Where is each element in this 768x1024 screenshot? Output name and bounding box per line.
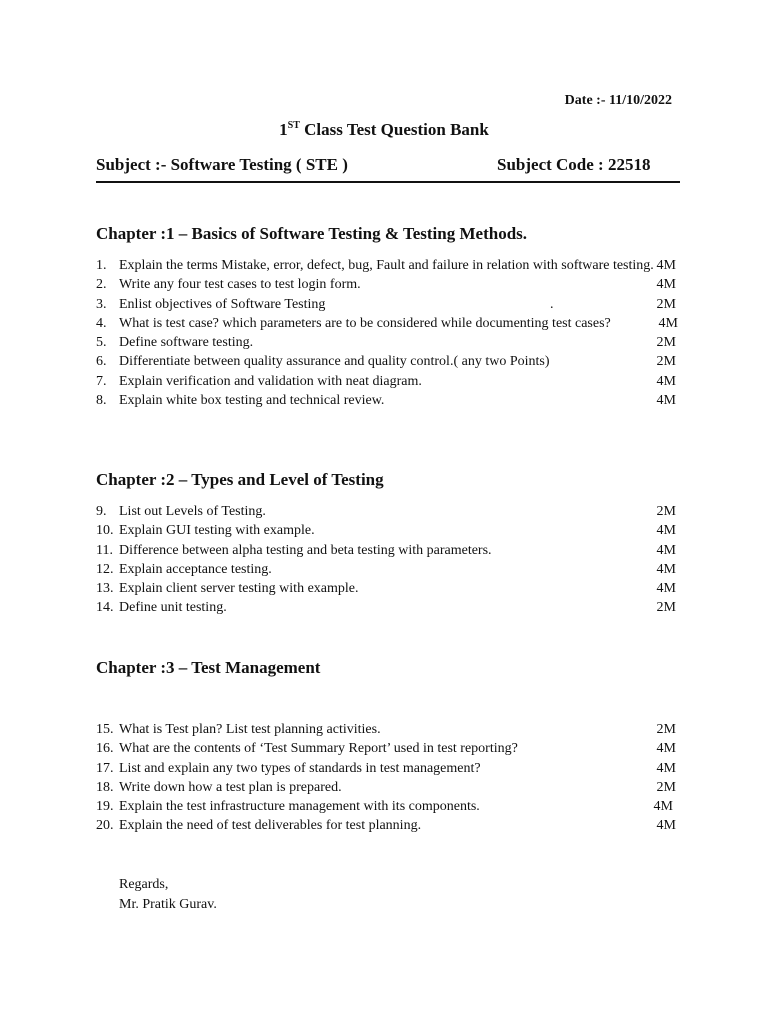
question-mark: 4M	[656, 393, 676, 409]
question-text: Write down how a test plan is prepared.	[119, 779, 342, 795]
chapter-1-heading: Chapter :1 – Basics of Software Testing & Testing Methods.	[96, 224, 528, 243]
stray-dot: .	[550, 296, 554, 312]
question-number: 17.	[96, 760, 114, 776]
question-text: Enlist objectives of Software Testing	[119, 296, 326, 312]
question-item	[96, 816, 678, 835]
question-text: What is test case? which parameters are to be considered while documenting test cases?	[119, 315, 611, 331]
question-mark: 4M	[656, 258, 676, 273]
question-text: Explain the need of test deliverables for test planning.	[119, 818, 422, 834]
question-text: Difference between alpha testing and beta testing with parameters.	[119, 542, 492, 558]
question-item	[96, 314, 678, 333]
question-number: 14.	[96, 600, 114, 616]
question-mark: 4M	[656, 542, 676, 558]
author-name: Mr. Pratik Gurav.	[119, 896, 217, 912]
question-number: 9.	[96, 504, 107, 519]
question-item	[96, 720, 678, 739]
question-mark: 4M	[656, 523, 676, 539]
question-text: Explain the test infrastructure management with its components.	[119, 799, 480, 815]
question-number: 15.	[96, 722, 114, 737]
chapter-1-questions	[96, 256, 678, 410]
question-mark: 4M	[656, 561, 676, 577]
page-title	[0, 120, 768, 140]
question-number: 4.	[96, 315, 107, 331]
question-item	[96, 275, 678, 294]
question-item	[96, 598, 678, 617]
question-mark: 4M	[656, 818, 676, 834]
question-item	[96, 502, 678, 521]
question-number: 19.	[96, 799, 114, 815]
question-item	[96, 352, 678, 371]
question-mark: 4M	[656, 277, 676, 293]
title-superscript: ST	[287, 120, 300, 131]
question-text: What are the contents of ‘Test Summary Report’ used in test reporting?	[119, 741, 518, 757]
question-number: 12.	[96, 561, 114, 577]
title-number: 1	[279, 120, 288, 139]
chapter-2-questions	[96, 502, 678, 618]
question-number: 6.	[96, 354, 107, 370]
question-number: 11.	[96, 542, 113, 558]
question-number: 5.	[96, 335, 107, 351]
chapter-3-heading: Chapter :3 – Test Management	[96, 658, 321, 677]
question-number: 3.	[96, 296, 107, 312]
question-number: 20.	[96, 818, 114, 834]
question-item	[96, 739, 678, 758]
question-text: Define software testing.	[119, 335, 254, 351]
question-number: 10.	[96, 523, 114, 539]
question-item	[96, 541, 678, 560]
signature-block	[119, 875, 217, 914]
question-text: Explain white box testing and technical review.	[119, 393, 385, 409]
question-text: List and explain any two types of standards in test management?	[119, 760, 481, 776]
question-number: 16.	[96, 741, 114, 757]
chapter-3-questions	[96, 720, 678, 836]
question-item	[96, 295, 678, 314]
question-number: 13.	[96, 581, 114, 597]
subject-code: Subject Code : 22518	[497, 155, 651, 174]
subject-row	[96, 155, 680, 183]
question-number: 18.	[96, 779, 114, 795]
question-item	[96, 797, 678, 816]
question-number: 8.	[96, 393, 107, 409]
chapter-2-heading: Chapter :2 – Types and Level of Testing	[96, 470, 384, 489]
question-mark: 2M	[656, 722, 676, 737]
question-text: Explain client server testing with example.	[119, 581, 359, 597]
question-mark: 2M	[656, 504, 676, 519]
question-mark: 4M	[656, 741, 676, 757]
question-item	[96, 391, 678, 410]
question-text: Define unit testing.	[119, 600, 227, 616]
question-mark: 4M	[656, 760, 676, 776]
question-text: Differentiate between quality assurance and quality control.( any two Points)	[119, 354, 550, 370]
question-mark: 2M	[656, 296, 676, 312]
question-item	[96, 778, 678, 797]
subject-name: Subject :- Software Testing ( STE )	[96, 155, 348, 174]
question-text: List out Levels of Testing.	[119, 504, 266, 519]
question-mark: 4M	[658, 315, 678, 331]
date-label: Date :- 11/10/2022	[564, 93, 672, 108]
question-text: Explain GUI testing with example.	[119, 523, 315, 539]
question-mark: 4M	[653, 799, 673, 815]
question-text: Explain the terms Mistake, error, defect, bug, Fault and failure in relation with software testing.	[119, 258, 654, 273]
question-mark: 2M	[656, 335, 676, 351]
question-text: Explain acceptance testing.	[119, 561, 272, 577]
question-mark: 2M	[656, 354, 676, 370]
question-item	[96, 256, 678, 275]
question-item	[96, 521, 678, 540]
question-item	[96, 759, 678, 778]
question-item	[96, 560, 678, 579]
question-item	[96, 333, 678, 352]
question-mark: 2M	[656, 600, 676, 616]
regards-text: Regards,	[119, 877, 169, 892]
question-mark: 4M	[656, 373, 676, 389]
question-number: 7.	[96, 373, 107, 389]
question-mark: 4M	[656, 581, 676, 597]
question-item	[96, 372, 678, 391]
question-mark: 2M	[656, 779, 676, 795]
question-item	[96, 579, 678, 598]
question-text: Explain verification and validation with neat diagram.	[119, 373, 422, 389]
question-text: Write any four test cases to test login form.	[119, 277, 361, 293]
question-text: What is Test plan? List test planning activities.	[119, 722, 381, 737]
question-number: 2.	[96, 277, 107, 293]
title-text: Class Test Question Bank	[299, 120, 489, 139]
question-number: 1.	[96, 258, 107, 273]
